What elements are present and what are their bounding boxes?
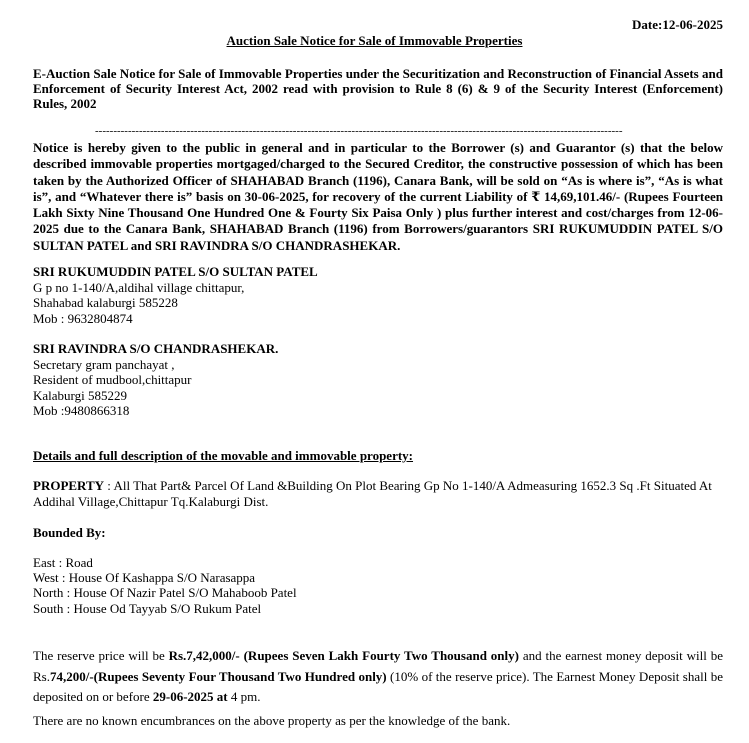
boundary-west: West : House Of Kashappa S/O Narasappa bbox=[33, 570, 256, 586]
page-title: Auction Sale Notice for Sale of Immovable Properties bbox=[226, 33, 523, 48]
boundary-north: North : House Of Nazir Patel S/O Mahaboob Patel bbox=[33, 585, 297, 601]
notice-paragraph: Notice is hereby given to the public in general and in particular to the Borrower (s) and Guarantor (s) that the below described immovable properties mortgaged/charged to the Secured Creditor, the constructive possession of which has been taken by the Authorized Officer of SHAHABAD Branch (1196), Canara Bank, will be sold on “As is where is”, “As is what is”, and “Whatever there is” basis on 30-06-2025, for recovery of the current Liability of ₹ 14,69,101.46/- (Rupees Fourteen Lakh Sixty Nine Thousand One Hundred One & Fourty Six Paisa Only ) plus further interest and cost/charges from 12-06-2025 due to the Canara Bank, SHAHABAD Branch (1196) from Borrowers/guarantors SRI RUKUMUDDIN PATEL S/O SULTAN PATEL and SRI RAVINDRA S/O CHANDRASHEKAR. bbox=[33, 140, 723, 253]
property-description bbox=[33, 478, 723, 509]
reserve-price-amount: Rs.7,42,000/- (Rupees Seven Lakh Fourty Two Thousand only) bbox=[168, 648, 519, 663]
boundaries-list bbox=[33, 555, 723, 616]
borrower-1-address-line: G p no 1-140/A,aldihal village chittapur, bbox=[33, 279, 245, 295]
reserve-text: and the earnest money deposit will be Rs. bbox=[33, 648, 723, 684]
reserve-text: The reserve price will be bbox=[33, 648, 169, 663]
details-heading: Details and full description of the movable and immovable property: bbox=[33, 448, 414, 463]
encumbrance-statement: There are no known encumbrances on the above property as per the knowledge of the bank. bbox=[33, 713, 511, 728]
reserve-text: 4 pm. bbox=[227, 689, 261, 704]
emd-deadline: 29-06-2025 at bbox=[152, 689, 228, 704]
borrower-2-address-line: Resident of mudbool,chittapur bbox=[33, 372, 192, 388]
notice-date: Date:12-06-2025 bbox=[632, 17, 723, 32]
borrower-2-name: SRI RAVINDRA S/O CHANDRASHEKAR. bbox=[33, 341, 279, 356]
borrower-1-name: SRI RUKUMUDDIN PATEL S/O SULTAN PATEL bbox=[33, 264, 318, 279]
borrower-2-address-line: Kalaburgi 585229 bbox=[33, 387, 127, 403]
reserve-price-paragraph bbox=[33, 646, 723, 708]
separator-line: ------------------------------------------------------------------------------------------------------------------------------------------------ bbox=[95, 125, 623, 137]
property-text: : All That Part& Parcel Of Land &Building On Plot Bearing Gp No 1-140/A Admeasuring 1652.3 Sq .Ft Situated At Addihal Village,Chittapur Tq.Kalaburgi Dist. bbox=[33, 478, 712, 509]
borrower-1-address-line: Shahabad kalaburgi 585228 bbox=[33, 295, 178, 311]
intro-paragraph: E-Auction Sale Notice for Sale of Immovable Properties under the Securitization and Reconstruction of Financial Assets and Enforcement of Security Interest Act, 2002 read with provision to Rule 8 (6) & 9 of the Security Interest (Enforcement) Rules, 2002 bbox=[33, 66, 723, 111]
borrower-2-mobile: Mob :9480866318 bbox=[33, 403, 130, 419]
boundary-south: South : House Od Tayyab S/O Rukum Patel bbox=[33, 600, 262, 616]
borrower-1-block bbox=[33, 264, 723, 326]
bounded-by-heading: Bounded By: bbox=[33, 525, 106, 540]
reserve-text: (10% of the reserve price). The Earnest Money Deposit shall be deposited on or before bbox=[33, 668, 723, 704]
property-label: PROPERTY bbox=[33, 478, 105, 493]
emd-amount: 74,200/-(Rupees Seventy Four Thousand Two Hundred only) bbox=[49, 668, 387, 684]
borrower-2-address-line: Secretary gram panchayat , bbox=[33, 356, 175, 372]
borrower-2-block bbox=[33, 341, 723, 419]
boundary-east: East : Road bbox=[33, 555, 93, 570]
borrower-1-mobile: Mob : 9632804874 bbox=[33, 310, 133, 326]
